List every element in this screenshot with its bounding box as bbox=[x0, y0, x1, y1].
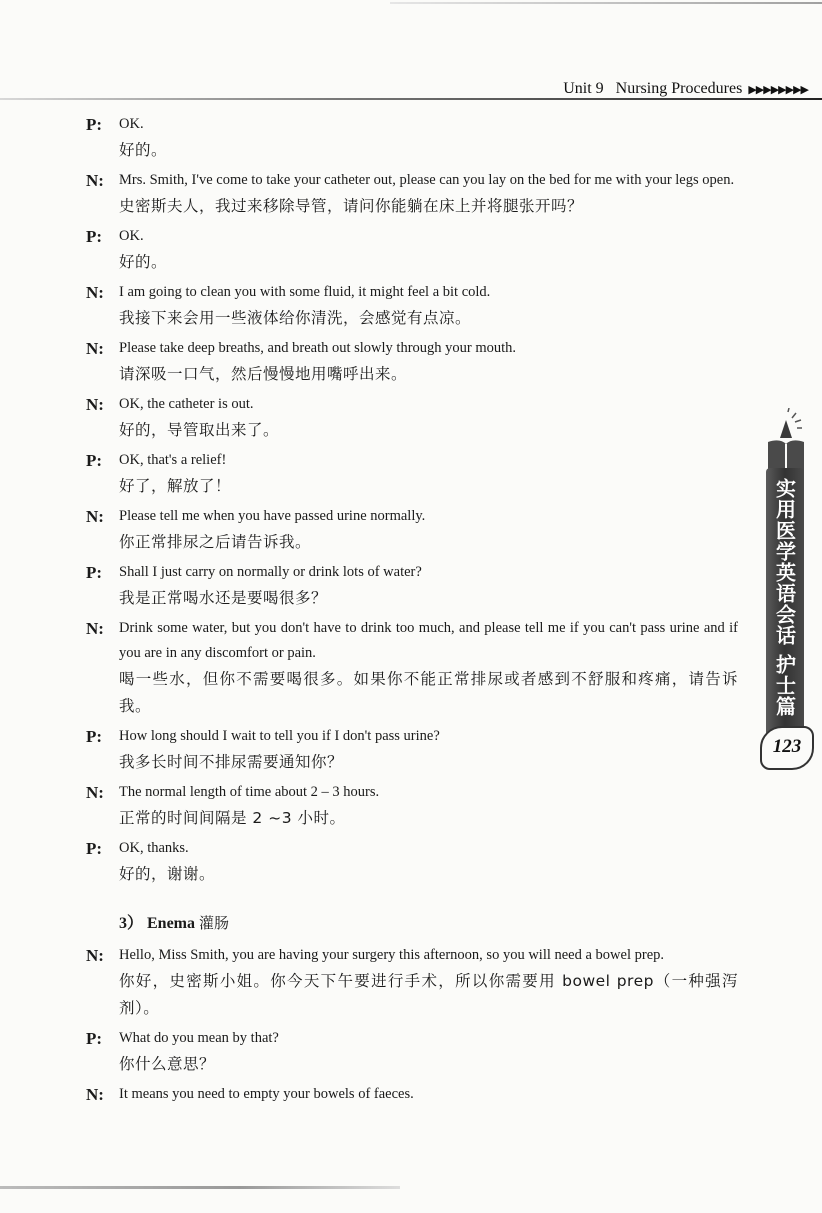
speaker-label: P: bbox=[86, 115, 103, 134]
side-tab-title-part1: 实用医学英语会话 bbox=[772, 478, 797, 646]
dialogue-turn bbox=[86, 836, 738, 888]
dialogue-turn bbox=[86, 336, 738, 388]
section-heading bbox=[119, 910, 738, 937]
speaker-label: N: bbox=[86, 395, 104, 414]
chinese-translation: 我是正常喝水还是要喝很多？ bbox=[119, 589, 328, 607]
english-text: What do you mean by that? bbox=[119, 1030, 279, 1046]
chinese-translation: 喝一些水，但你不需要喝很多。如果你不能正常排尿或者感到不舒服和疼痛，请告诉我。 bbox=[119, 670, 738, 715]
english-text: I am going to clean you with some fluid, it might feel a bit cold. bbox=[119, 284, 491, 300]
speaker-label: N: bbox=[86, 283, 104, 302]
dialogue-turn bbox=[86, 392, 738, 444]
english-line bbox=[86, 724, 738, 749]
chinese-translation: 好的。 bbox=[119, 141, 168, 159]
english-line bbox=[86, 392, 738, 417]
header-rule bbox=[0, 98, 822, 100]
english-line bbox=[86, 1082, 738, 1107]
side-tab-title bbox=[766, 478, 804, 717]
english-line bbox=[86, 504, 738, 529]
arrows-icon: ▶▶▶▶▶▶▶▶ bbox=[748, 84, 808, 96]
english-text: The normal length of time about 2 – 3 hours. bbox=[119, 784, 380, 800]
speaker-label: N: bbox=[86, 339, 104, 358]
english-line bbox=[86, 943, 738, 968]
speaker-label: P: bbox=[86, 1029, 103, 1048]
dialogue-turn bbox=[86, 280, 738, 332]
english-text: OK. bbox=[119, 228, 144, 244]
english-text: Hello, Miss Smith, you are having your surgery this afternoon, so you will need a bowel prep. bbox=[119, 947, 665, 963]
english-line bbox=[86, 336, 738, 361]
chinese-translation: 请深吸一口气，然后慢慢地用嘴呼出来。 bbox=[119, 365, 408, 383]
speaker-label: N: bbox=[86, 783, 104, 802]
dialogue-turn bbox=[86, 616, 738, 720]
english-line bbox=[86, 780, 738, 805]
dialogue-catheter-removal bbox=[86, 112, 738, 888]
dialogue-content bbox=[86, 112, 738, 1111]
english-line bbox=[86, 280, 738, 305]
english-line bbox=[86, 168, 738, 193]
section-heading-zh: 灌肠 bbox=[199, 914, 230, 932]
english-text: It means you need to empty your bowels of faeces. bbox=[119, 1086, 414, 1102]
english-line bbox=[86, 560, 738, 585]
dialogue-turn bbox=[86, 780, 738, 832]
unit-title: Nursing Procedures bbox=[615, 80, 743, 97]
english-text: Please tell me when you have passed urine normally. bbox=[119, 508, 426, 524]
speaker-label: N: bbox=[86, 507, 104, 526]
dialogue-turn bbox=[86, 943, 738, 1022]
english-text: OK. bbox=[119, 116, 144, 132]
english-text: Drink some water, but you don't have to drink too much, and please tell me if you can't pass urine and if you are in any discomfort or pain. bbox=[119, 620, 738, 661]
english-line bbox=[86, 836, 738, 861]
chinese-translation: 好的。 bbox=[119, 253, 168, 271]
page-number: 123 bbox=[760, 726, 814, 770]
english-text: OK, that's a relief! bbox=[119, 452, 227, 468]
english-text: How long should I wait to tell you if I don't pass urine? bbox=[119, 728, 440, 744]
bottom-rule bbox=[0, 1186, 400, 1189]
speaker-label: N: bbox=[86, 619, 104, 638]
speaker-label: P: bbox=[86, 227, 103, 246]
english-line bbox=[86, 448, 738, 473]
dialogue-enema bbox=[86, 943, 738, 1107]
speaker-label: N: bbox=[86, 171, 104, 190]
chinese-translation: 好的，谢谢。 bbox=[119, 865, 216, 883]
english-text: Mrs. Smith, I've come to take your catheter out, please can you lay on the bed for me with your legs open. bbox=[119, 172, 735, 188]
speaker-label: P: bbox=[86, 451, 103, 470]
dialogue-turn bbox=[86, 504, 738, 556]
chinese-translation: 我接下来会用一些液体给你清洗，会感觉有点凉。 bbox=[119, 309, 472, 327]
chinese-translation: 你好，史密斯小姐。你今天下午要进行手术，所以你需要用 bowel prep（一种强泻剂）。 bbox=[119, 972, 738, 1017]
dialogue-turn bbox=[86, 112, 738, 164]
chinese-translation: 好的，导管取出来了。 bbox=[119, 421, 280, 439]
english-text: Shall I just carry on normally or drink lots of water? bbox=[119, 564, 422, 580]
dialogue-turn bbox=[86, 560, 738, 612]
english-line bbox=[86, 112, 738, 137]
english-line bbox=[86, 224, 738, 249]
section-heading-en: 3） Enema bbox=[119, 915, 196, 932]
english-line bbox=[86, 1026, 738, 1051]
top-edge-rule bbox=[390, 2, 822, 4]
chinese-translation: 你什么意思？ bbox=[119, 1055, 216, 1073]
running-head bbox=[563, 80, 808, 98]
side-tab-title-part2: 护士篇 bbox=[772, 654, 797, 717]
speaker-label: P: bbox=[86, 563, 103, 582]
dialogue-turn bbox=[86, 168, 738, 220]
unit-label: Unit 9 bbox=[563, 80, 604, 97]
chinese-translation: 我多长时间不排尿需要通知你？ bbox=[119, 753, 344, 771]
english-text: OK, the catheter is out. bbox=[119, 396, 254, 412]
english-text: OK, thanks. bbox=[119, 840, 189, 856]
english-text: Please take deep breaths, and breath out slowly through your mouth. bbox=[119, 340, 517, 356]
dialogue-turn bbox=[86, 224, 738, 276]
chinese-translation: 史密斯夫人，我过来移除导管，请问你能躺在床上并将腿张开吗？ bbox=[119, 197, 584, 215]
speaker-label: N: bbox=[86, 1085, 104, 1104]
side-tab bbox=[758, 408, 814, 778]
speaker-label: P: bbox=[86, 839, 103, 858]
chinese-translation: 你正常排尿之后请告诉我。 bbox=[119, 533, 312, 551]
speaker-label: N: bbox=[86, 946, 104, 965]
dialogue-turn bbox=[86, 1026, 738, 1078]
dialogue-turn bbox=[86, 448, 738, 500]
chinese-translation: 正常的时间间隔是 2 ~3 小时。 bbox=[119, 809, 346, 827]
dialogue-turn bbox=[86, 1082, 738, 1107]
chinese-translation: 好了，解放了！ bbox=[119, 477, 232, 495]
dialogue-turn bbox=[86, 724, 738, 776]
speaker-label: P: bbox=[86, 727, 103, 746]
english-line bbox=[86, 616, 738, 666]
